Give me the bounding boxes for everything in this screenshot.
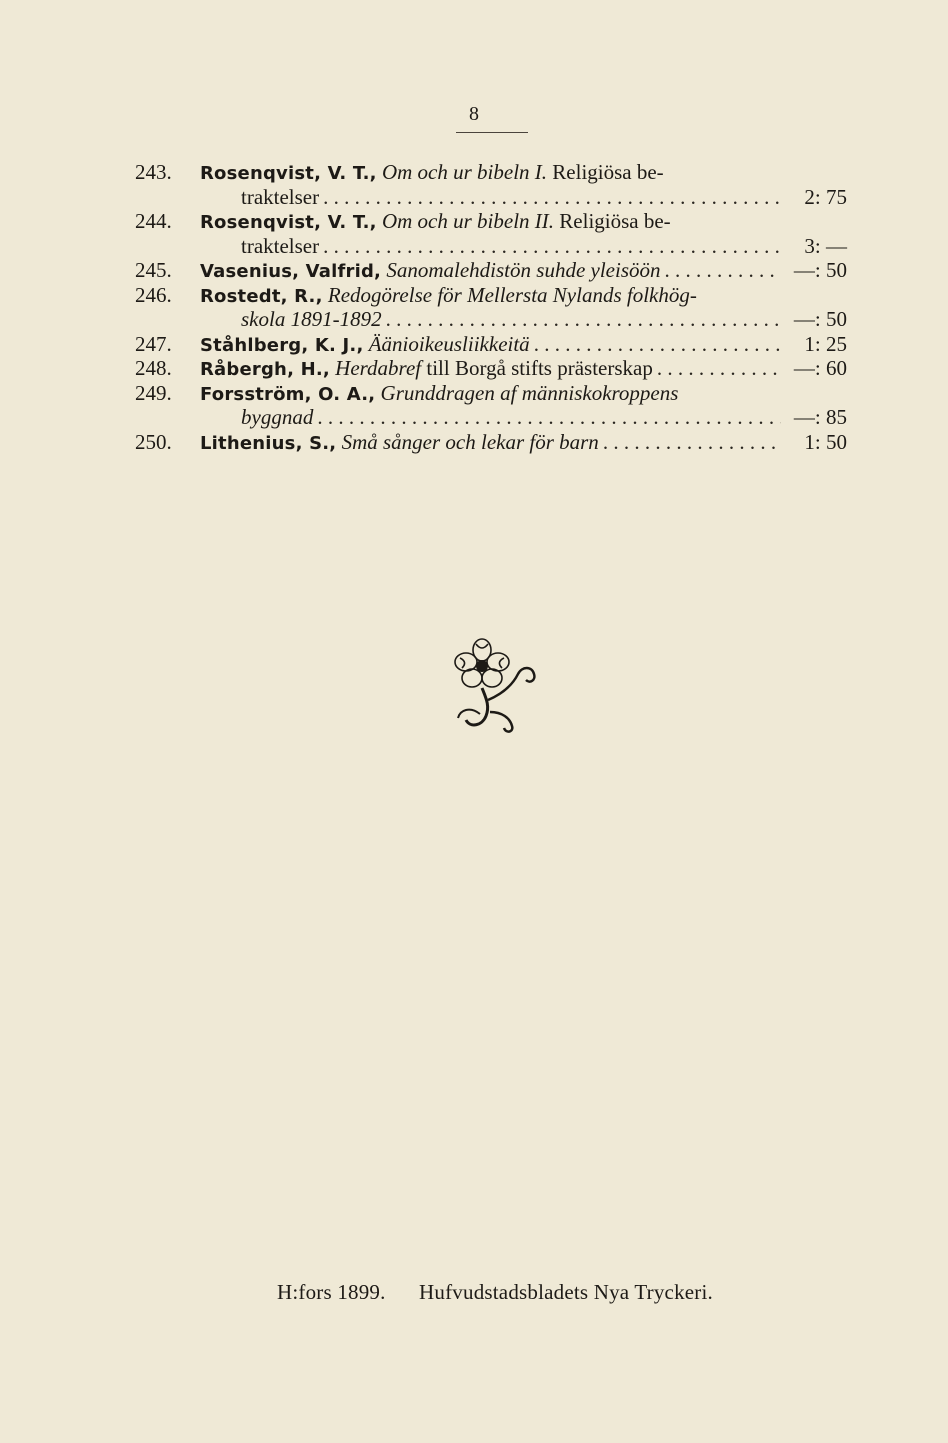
catalogue-entry-243 [135,160,847,185]
entry-title: Herdabref [335,356,422,380]
entry-number: 244. [135,209,172,233]
entry-number: 248. [135,356,172,380]
entry-title: Om och ur bibeln II. [381,209,555,233]
catalogue-entry-249 [135,381,847,406]
entry-title: Äänioikeusliikkeitä [368,331,530,356]
entry-title-rest: Religiösa be- [559,209,671,233]
catalogue-entry-248 [135,356,847,381]
entry-title-continued: traktelser [241,184,320,209]
catalogue-entry-246 [135,283,847,308]
catalogue-entry-247 [135,332,847,357]
entry-number: 245. [135,258,172,282]
entry-title-rest: Religiösa be- [552,160,664,184]
catalogue-entry-245 [135,258,847,283]
entry-number: 247. [135,331,172,356]
entry-title: Grunddragen af människokroppens [380,380,679,405]
entry-price: 1: 50 [804,429,847,454]
entry-number: 246. [135,282,172,307]
entry-title-continued: traktelser [241,233,320,258]
entry-author: Ståhlberg, K. J., [200,334,364,356]
entry-author: Rosenqvist, V. T., [200,212,377,233]
printer-imprint [0,1280,948,1305]
entry-price: 3: — [804,233,847,258]
catalogue-entries [135,160,847,454]
entry-number: 249. [135,380,172,405]
entry-title: Om och ur bibeln I. [381,160,548,184]
entry-title: Sanomalehdistön suhde yleisöön [386,258,661,282]
flower-ornament-icon [446,636,546,736]
entry-author: Lithenius, S., [200,432,337,454]
catalogue-entry-250 [135,430,847,455]
entry-number: 243. [135,160,172,184]
entry-author: Råbergh, H., [200,359,330,380]
imprint-place-year: H:fors 1899. [277,1280,386,1304]
entry-price: —: 85 [793,405,847,429]
entry-price: —: 50 [793,307,847,331]
entry-title-rest: till Borgå stifts prästerskap [426,356,653,380]
entry-price: —: 60 [793,356,847,380]
page-number-rule [456,132,528,133]
entry-author: Rostedt, R., [200,285,323,307]
imprint-printer: Hufvudstadsbladets Nya Tryckeri. [419,1280,713,1304]
entry-title: Redogörelse för Mellersta Nylands folkhög- [327,282,697,307]
entry-author: Rosenqvist, V. T., [200,163,377,184]
entry-price: 2: 75 [804,184,847,209]
entry-title-continued: skola 1891-1892 [241,307,382,331]
entry-author: Vasenius, Valfrid, [200,261,382,282]
entry-price: 1: 25 [804,331,847,356]
entry-author: Forsström, O. A., [200,383,376,405]
entry-title: Små sånger och lekar för barn [341,429,599,454]
catalogue-entry-244 [135,209,847,234]
entry-number: 250. [135,429,172,454]
entry-price: —: 50 [793,258,847,282]
page-number: 8 [469,103,479,125]
entry-title-continued: byggnad [241,405,314,429]
